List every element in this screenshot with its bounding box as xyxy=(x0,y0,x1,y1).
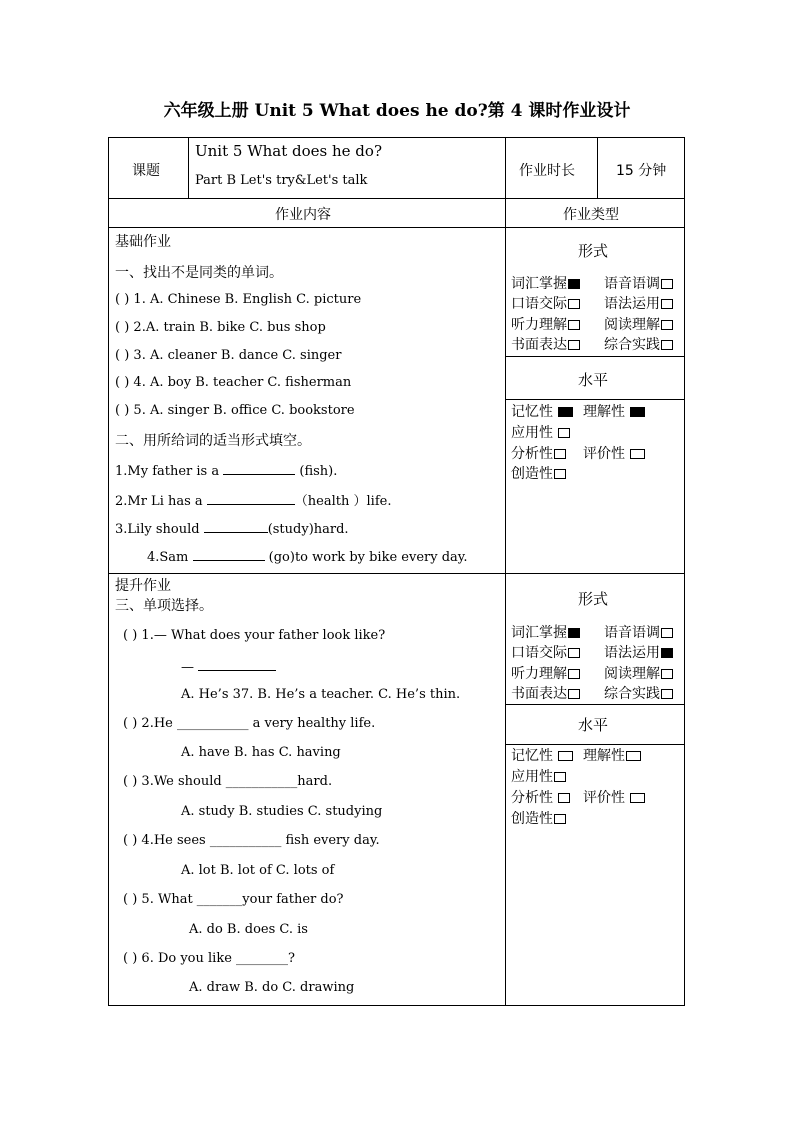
row-divider xyxy=(505,399,684,400)
list-item: ( ) 3.We should ___________hard. xyxy=(123,774,333,789)
checkbox-item: 阅读理解 xyxy=(604,663,673,683)
row-divider xyxy=(505,356,684,357)
fill-item-2: 2.Mr Li has a （health ）life. xyxy=(115,494,392,509)
fill-item-3: 3.Lily should (study)hard. xyxy=(115,522,349,537)
content-header: 作业内容 xyxy=(275,207,331,223)
col-divider xyxy=(505,138,506,1005)
checkbox-item: 语音语调 xyxy=(604,273,673,293)
checkbox[interactable] xyxy=(568,648,580,658)
checkbox[interactable] xyxy=(568,320,580,330)
list-item: ( ) 3. A. cleaner B. dance C. singer xyxy=(115,348,342,363)
q1-answer-line: — xyxy=(181,658,276,675)
checkbox[interactable] xyxy=(558,793,570,803)
page-title: 六年级上册 Unit 5 What does he do?第 4 课时作业设计 xyxy=(163,101,631,121)
checkbox-item: 创造性 xyxy=(511,808,566,828)
row-divider xyxy=(109,227,684,228)
duration-value: 15 分钟 xyxy=(616,163,667,179)
row-divider xyxy=(505,704,684,705)
checkbox-item: 分析性 xyxy=(511,787,570,807)
topic-label: 课题 xyxy=(132,163,160,179)
checkbox-item: 理解性 xyxy=(583,745,641,765)
checkbox[interactable] xyxy=(568,628,580,638)
checkbox[interactable] xyxy=(554,469,566,479)
list-item: ( ) 2.He ___________ a very healthy life. xyxy=(123,716,376,731)
checkbox-item: 词汇掌握 xyxy=(511,622,580,642)
checkbox-item: 词汇掌握 xyxy=(511,273,580,293)
checkbox-item: 阅读理解 xyxy=(604,314,673,334)
checkbox[interactable] xyxy=(661,320,673,330)
checkbox-item: 理解性 xyxy=(583,401,645,421)
checkbox[interactable] xyxy=(554,449,566,459)
fill-item-4: 4.Sam (go)to work by bike every day. xyxy=(147,550,468,565)
checkbox-item: 记忆性 xyxy=(511,401,573,421)
section1-heading: 一、找出不是同类的单词。 xyxy=(115,265,283,281)
list-item: ( ) 4.He sees ___________ fish every day. xyxy=(123,833,380,848)
row-divider xyxy=(109,573,684,574)
answer-blank[interactable] xyxy=(193,548,265,561)
checkbox[interactable] xyxy=(568,299,580,309)
checkbox-item: 听力理解 xyxy=(511,663,580,683)
col-divider xyxy=(188,138,189,198)
checkbox-item: 应用性 xyxy=(511,766,566,786)
checkbox[interactable] xyxy=(568,689,580,699)
level-label: 水平 xyxy=(578,716,609,734)
checkbox[interactable] xyxy=(568,669,580,679)
type-header: 作业类型 xyxy=(563,207,619,223)
checkbox[interactable] xyxy=(630,407,645,417)
checkbox[interactable] xyxy=(661,279,673,289)
options: A. lot B. lot of C. lots of xyxy=(181,863,335,878)
answer-blank[interactable] xyxy=(223,462,295,475)
form-label: 形式 xyxy=(578,590,609,608)
list-item: ( ) 6. Do you like ________? xyxy=(123,951,296,966)
basic-heading: 基础作业 xyxy=(115,234,171,250)
fill-item-1: 1.My father is a (fish). xyxy=(115,464,338,479)
checkbox-item: 评价性 xyxy=(583,443,645,463)
answer-blank[interactable] xyxy=(204,520,268,533)
list-item: ( ) 4. A. boy B. teacher C. fisherman xyxy=(115,375,352,390)
form-label: 形式 xyxy=(578,242,609,260)
answer-blank[interactable] xyxy=(207,492,295,505)
checkbox-item: 记忆性 xyxy=(511,745,573,765)
list-item: ( ) 1. A. Chinese B. English C. picture xyxy=(115,292,362,307)
options: A. draw B. do C. drawing xyxy=(189,980,355,995)
answer-blank[interactable] xyxy=(198,658,276,671)
checkbox[interactable] xyxy=(661,669,673,679)
checkbox-item: 语音语调 xyxy=(604,622,673,642)
checkbox-item: 应用性 xyxy=(511,422,570,442)
checkbox[interactable] xyxy=(568,340,580,350)
checkbox-item: 综合实践 xyxy=(604,683,673,703)
checkbox[interactable] xyxy=(661,299,673,309)
list-item: ( ) 5. A. singer B. office C. bookstore xyxy=(115,403,355,418)
list-item: ( ) 1.— What does your father look like? xyxy=(123,628,386,643)
checkbox-item: 听力理解 xyxy=(511,314,580,334)
col-divider xyxy=(597,138,598,198)
checkbox[interactable] xyxy=(661,689,673,699)
options: A. He’s 37. B. He’s a teacher. C. He’s thin. xyxy=(181,687,461,702)
checkbox[interactable] xyxy=(630,449,645,459)
advanced-heading: 提升作业 xyxy=(115,578,171,594)
duration-label: 作业时长 xyxy=(519,163,575,179)
options: A. study B. studies C. studying xyxy=(181,804,383,819)
checkbox-item: 口语交际 xyxy=(511,293,580,313)
checkbox-item: 评价性 xyxy=(583,787,645,807)
checkbox[interactable] xyxy=(661,628,673,638)
assignment-table xyxy=(108,137,685,1006)
list-item: ( ) 5. What _______your father do? xyxy=(123,892,344,907)
checkbox-item: 分析性 xyxy=(511,443,566,463)
checkbox[interactable] xyxy=(554,772,566,782)
checkbox[interactable] xyxy=(554,814,566,824)
part-title: Part B Let's try&Let's talk xyxy=(195,173,368,188)
checkbox-item: 书面表达 xyxy=(511,683,580,703)
checkbox[interactable] xyxy=(558,751,573,761)
checkbox[interactable] xyxy=(661,648,673,658)
list-item: ( ) 2.A. train B. bike C. bus shop xyxy=(115,320,326,335)
options: A. have B. has C. having xyxy=(181,745,341,760)
row-divider xyxy=(109,198,684,199)
checkbox-item: 口语交际 xyxy=(511,642,580,662)
section3-heading: 三、单项选择。 xyxy=(115,598,213,614)
level-label: 水平 xyxy=(578,371,609,389)
checkbox-item: 创造性 xyxy=(511,463,566,483)
checkbox-item: 语法运用 xyxy=(604,293,673,313)
section2-heading: 二、用所给词的适当形式填空。 xyxy=(115,433,311,449)
unit-title: Unit 5 What does he do? xyxy=(195,142,382,160)
checkbox-item: 综合实践 xyxy=(604,334,673,354)
checkbox[interactable] xyxy=(568,279,580,289)
checkbox[interactable] xyxy=(661,340,673,350)
checkbox[interactable] xyxy=(558,428,570,438)
checkbox[interactable] xyxy=(630,793,645,803)
options: A. do B. does C. is xyxy=(189,922,308,937)
checkbox[interactable] xyxy=(558,407,573,417)
checkbox-item: 语法运用 xyxy=(604,642,673,662)
checkbox[interactable] xyxy=(626,751,641,761)
checkbox-item: 书面表达 xyxy=(511,334,580,354)
